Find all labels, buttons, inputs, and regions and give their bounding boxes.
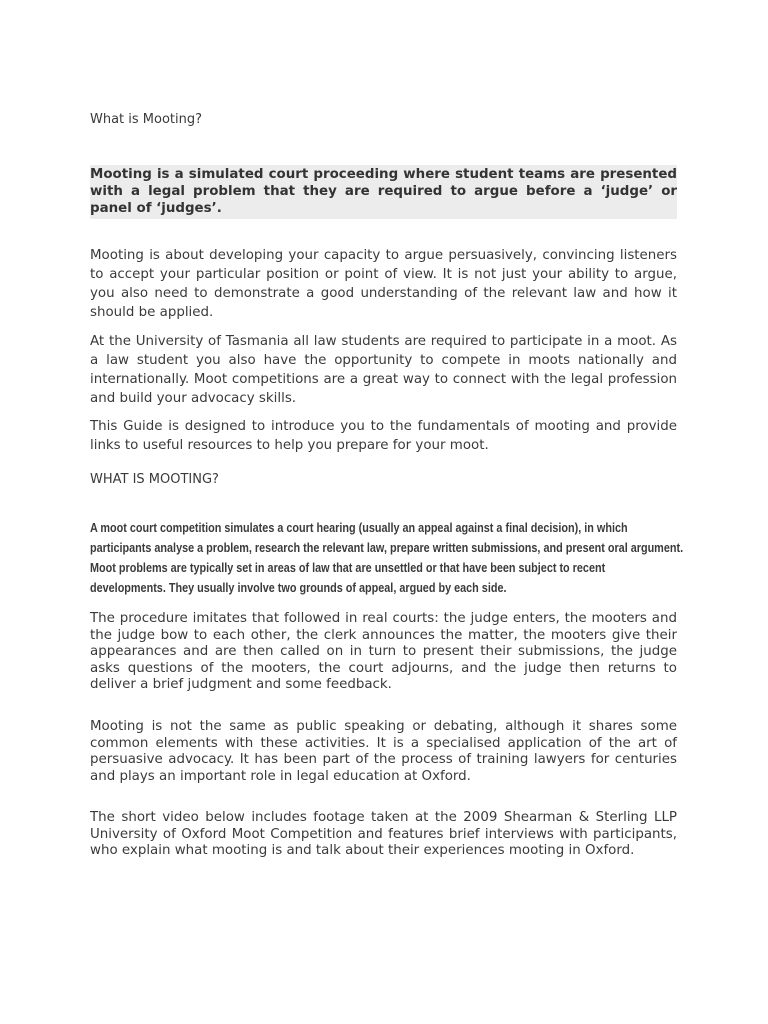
paragraph-not-debating: Mooting is not the same as public speaking or debating, although it shares some common elements with these activities. It is a specialised application of the art of persuasive advocacy. It has been part of the process of training lawyers for centuries and plays an important role in legal education at Oxford. <box>90 719 677 784</box>
paragraph-guide: This Guide is designed to introduce you to the fundamentals of mooting and provide links to useful resources to help you prepare for your moot. <box>90 419 677 453</box>
paragraph-intro: Mooting is about developing your capacity to argue persuasively, convincing listeners to accept your particular position or point of view. It is not just your ability to argue, you also need to demonstrate a good understanding of the relevant law and how it should be applied. <box>90 248 677 320</box>
paragraph-video: The short video below includes footage taken at the 2009 Shearman & Sterling LLP University of Oxford Moot Competition and features brief interviews with participants, who explain what mooting is and talk about their experiences mooting in Oxford. <box>90 810 677 859</box>
paragraph-tasmania: At the University of Tasmania all law students are required to participate in a moot. As a law student you also have the opportunity to compete in moots nationally and internationally. Moot competitions are a great way to connect with the legal profession and build your advocacy skills. <box>90 334 677 406</box>
document-title: What is Mooting? <box>90 112 203 127</box>
moot-definition: A moot court competition simulates a court hearing (usually an appeal against a final decision), in which participants analyse a problem, research the relevant law, prepare written submissions, and present oral argument. Moot problems are typically set in areas of law that are unsettled or that have been subject to recent developments. They usually involve two grounds of appeal, argued by each side. <box>90 521 684 595</box>
section-heading: WHAT IS MOOTING? <box>90 472 219 487</box>
paragraph-procedure: The procedure imitates that followed in real courts: the judge enters, the mooters and the judge bow to each other, the clerk announces the matter, the mooters give their appearances and are then called on in turn to present their submissions, the judge asks questions of the mooters, the court adjourns, and the judge then returns to deliver a brief judgment and some feedback. <box>90 611 677 693</box>
highlighted-definition: Mooting is a simulated court proceeding where student teams are presented with a legal problem that they are required to argue before a ‘judge’ or panel of ‘judges’. <box>90 165 677 219</box>
